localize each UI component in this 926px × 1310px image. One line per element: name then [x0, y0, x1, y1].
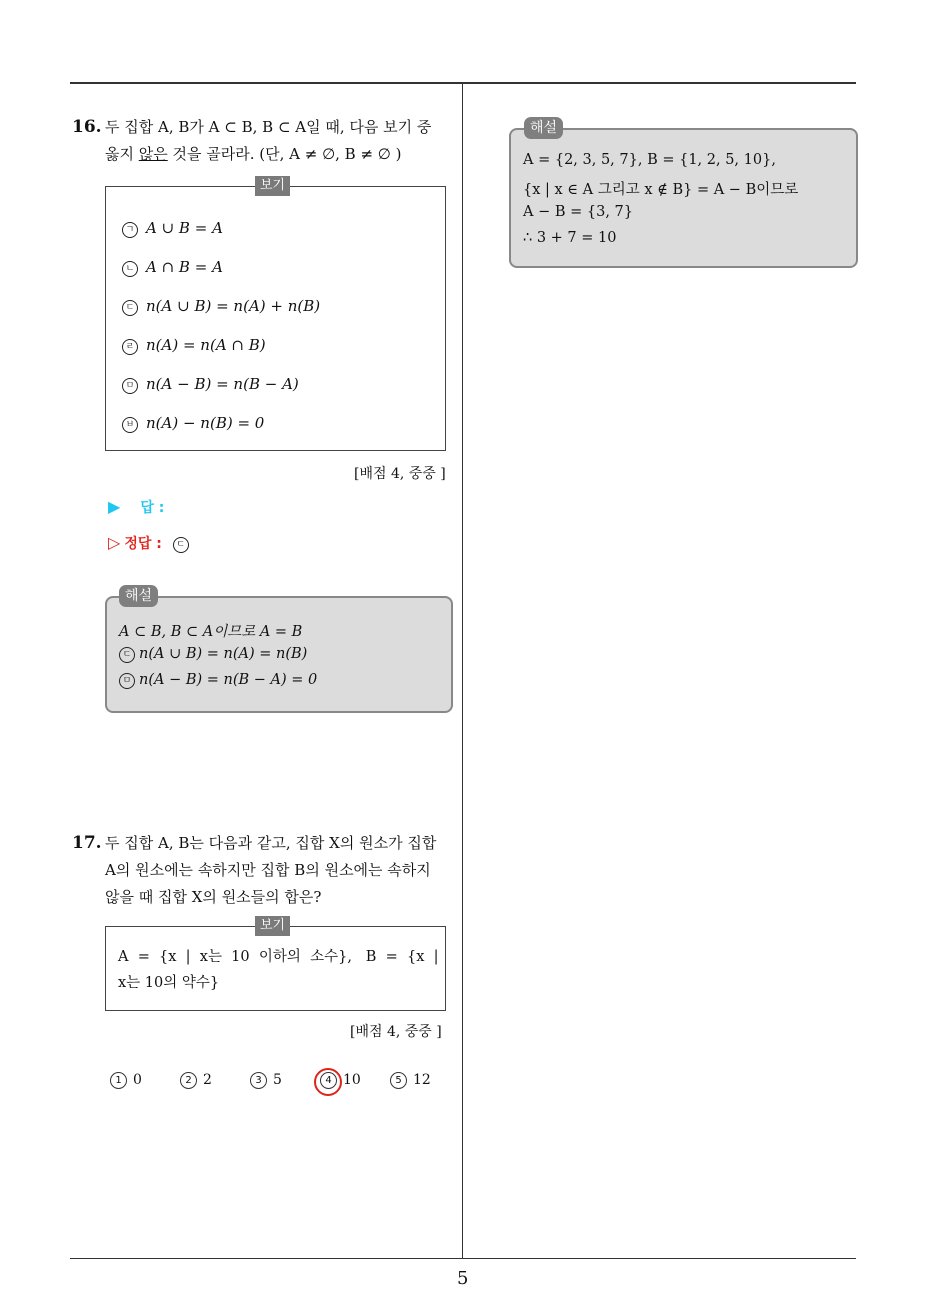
- choice-3[interactable]: [250, 1072, 282, 1089]
- bogi-item-text: A ∪ B = A: [146, 219, 223, 237]
- question-16-line2: [105, 141, 460, 168]
- answer-arrow-icon: ▶: [108, 497, 121, 516]
- bogi-item-text: n(A) = n(A ∩ B): [146, 336, 266, 354]
- correct-label: 정답 :: [124, 536, 162, 552]
- question-17-line2: A의 원소에는 속하지만 집합 B의 원소에는 속하지: [105, 861, 431, 879]
- choice-2[interactable]: [180, 1072, 212, 1089]
- choice-number: 3: [250, 1072, 267, 1089]
- choice-5[interactable]: [390, 1072, 431, 1089]
- choice-value: 5: [273, 1072, 282, 1088]
- haeseol-line: [119, 672, 317, 689]
- circled-mark: ㄷ: [119, 647, 135, 663]
- bogi-line: x는 10의 약수}: [118, 975, 220, 991]
- choice-value: 12: [413, 1072, 431, 1088]
- question-16-number: 16.: [72, 117, 102, 137]
- haeseol-text: n(A − B) = n(B − A) = 0: [139, 672, 318, 688]
- circled-mark: ㅁ: [119, 673, 135, 689]
- question-17-line3: 않을 때 집합 X의 원소들의 합은?: [105, 888, 322, 906]
- question-16-score: [배점 4, 중중 ]: [354, 466, 446, 482]
- haeseol-line: {x | x ∈ A 그리고 x ∉ B} = A − B이므로: [523, 182, 799, 198]
- haeseol-line: [119, 620, 302, 641]
- circled-mark: ㅂ: [122, 417, 138, 433]
- circled-mark: ㅁ: [122, 378, 138, 394]
- question-16-line2-post: 것을 골라라. (단, A ≠ ∅, B ≠ ∅ ): [167, 145, 402, 163]
- bogi-item: [122, 336, 266, 355]
- selected-answer-circle-icon: [314, 1068, 342, 1096]
- circled-mark: ㄹ: [122, 339, 138, 355]
- answer-line: [108, 497, 164, 517]
- question-16-underlined: 않은: [138, 145, 168, 163]
- bogi-item-text: n(A − B) = n(B − A): [146, 375, 299, 393]
- haeseol-line: ∴ 3 + 7 = 10: [523, 230, 617, 246]
- circled-mark: ㄴ: [122, 261, 138, 277]
- circled-mark: ㄷ: [122, 300, 138, 316]
- question-17-haeseol-label: 해설: [524, 117, 563, 139]
- choice-value: 2: [203, 1072, 212, 1088]
- bogi-item: [122, 297, 320, 316]
- question-16-text: [105, 114, 460, 168]
- question-16-haeseol-box: [105, 596, 453, 713]
- question-17-number: 17.: [72, 833, 102, 853]
- choice-1[interactable]: [110, 1072, 142, 1089]
- correct-answer-line: [108, 533, 197, 553]
- question-16-bogi-label: 보기: [255, 176, 290, 196]
- question-17-score: [배점 4, 중중 ]: [350, 1024, 442, 1040]
- question-17-bogi-label: 보기: [255, 916, 290, 936]
- haeseol-text: A ⊂ B, B ⊂ A이므로 A = B: [119, 624, 303, 640]
- correct-arrow-icon: ▷: [108, 533, 121, 552]
- question-17-haeseol-box: [509, 128, 858, 268]
- haeseol-line: [119, 646, 307, 663]
- answer-label: 답 :: [140, 500, 165, 516]
- question-17-bogi-box: [105, 926, 446, 1011]
- bogi-item-text: n(A ∪ B) = n(A) + n(B): [146, 297, 321, 315]
- question-16-line2-pre: 옳지: [105, 145, 139, 163]
- choice-number: 2: [180, 1072, 197, 1089]
- choice-value: 10: [343, 1072, 361, 1088]
- haeseol-line: A = {2, 3, 5, 7}, B = {1, 2, 5, 10},: [523, 152, 776, 168]
- bogi-item: [122, 414, 264, 433]
- top-rule: [70, 82, 856, 84]
- question-16-line1: 두 집합 A, B가 A ⊂ B, B ⊂ A일 때, 다음 보기 중: [105, 118, 432, 136]
- bogi-item: [122, 375, 299, 394]
- circled-mark: ㄱ: [122, 222, 138, 238]
- choice-number: 4: [320, 1072, 337, 1089]
- bogi-item-text: n(A) − n(B) = 0: [146, 414, 265, 432]
- choice-number: 5: [390, 1072, 407, 1089]
- page-number: 5: [457, 1268, 469, 1289]
- choice-number: 1: [110, 1072, 127, 1089]
- bogi-item-text: A ∩ B = A: [146, 258, 223, 276]
- question-16-haeseol-label: 해설: [119, 585, 158, 607]
- bogi-line: A = {x | x는 10 이하의 소수}, B = {x |: [118, 949, 439, 965]
- bottom-rule: [70, 1258, 856, 1259]
- question-17-text: [105, 830, 460, 911]
- haeseol-line: A − B = {3, 7}: [523, 204, 633, 220]
- question-16-bogi-box: [105, 186, 446, 451]
- correct-answer-mark: ㄷ: [173, 537, 189, 553]
- question-17-line1: 두 집합 A, B는 다음과 같고, 집합 X의 원소가 집합: [105, 834, 437, 852]
- column-divider: [462, 84, 463, 1258]
- choice-value: 0: [133, 1072, 142, 1088]
- haeseol-text: n(A ∪ B) = n(A) = n(B): [139, 646, 308, 662]
- bogi-item: [122, 219, 223, 238]
- bogi-item: [122, 258, 223, 277]
